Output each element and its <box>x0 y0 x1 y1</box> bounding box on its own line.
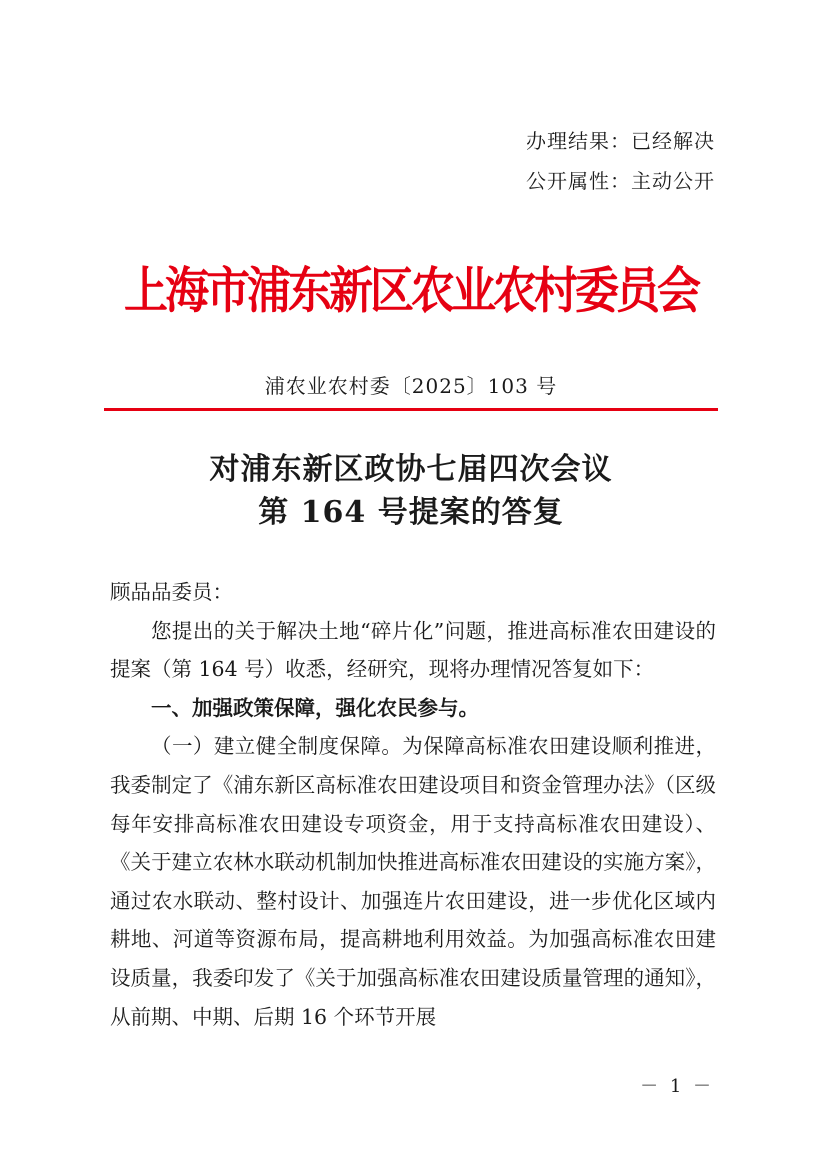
red-divider-line <box>104 408 718 411</box>
section-heading: 一、加强政策保障，强化农民参与。 <box>151 695 479 720</box>
document-number: 浦农业农村委〔2025〕103 号 <box>264 374 558 398</box>
salutation: 顾品品委员： <box>110 580 233 604</box>
handling-result: 办理结果：已经解决 <box>526 129 715 153</box>
document-title-line-2: 第 164 号提案的答复 <box>258 495 564 530</box>
document-body <box>110 573 716 1036</box>
body-paragraph: （一）建立健全制度保障。为保障高标准农田建设顺利推进，我委制定了《浦东新区高标准农田建设项目和资金管理办法》（区级每年安排高标准农田建设专项资金，用于支持高标准农田建设）、《关于建立农林水联动机制加快推进高标准农田建设的实施方案》，通过农水联动、整村设计、加强连片农田建设，进一步优化区域内耕地、河道等资源布局，提高耕地利用效益。为加强高标准农田建设质量，我委印发了《关于加强高标准农田建设质量管理的通知》，从前期、中期、后期 16 个环节开展 <box>110 734 716 1029</box>
organization-header: 上海市浦东新区农业农村委员会 <box>124 262 698 320</box>
page-number: － 1 － <box>640 1076 714 1097</box>
disclosure-attribute: 公开属性：主动公开 <box>526 169 715 193</box>
intro-paragraph: 您提出的关于解决土地“碎片化”问题，推进高标准农田建设的提案（第 164 号）收悉，经研究，现将办理情况答复如下： <box>110 618 716 682</box>
document-title-line-1: 对浦东新区政协七届四次会议 <box>209 452 613 487</box>
